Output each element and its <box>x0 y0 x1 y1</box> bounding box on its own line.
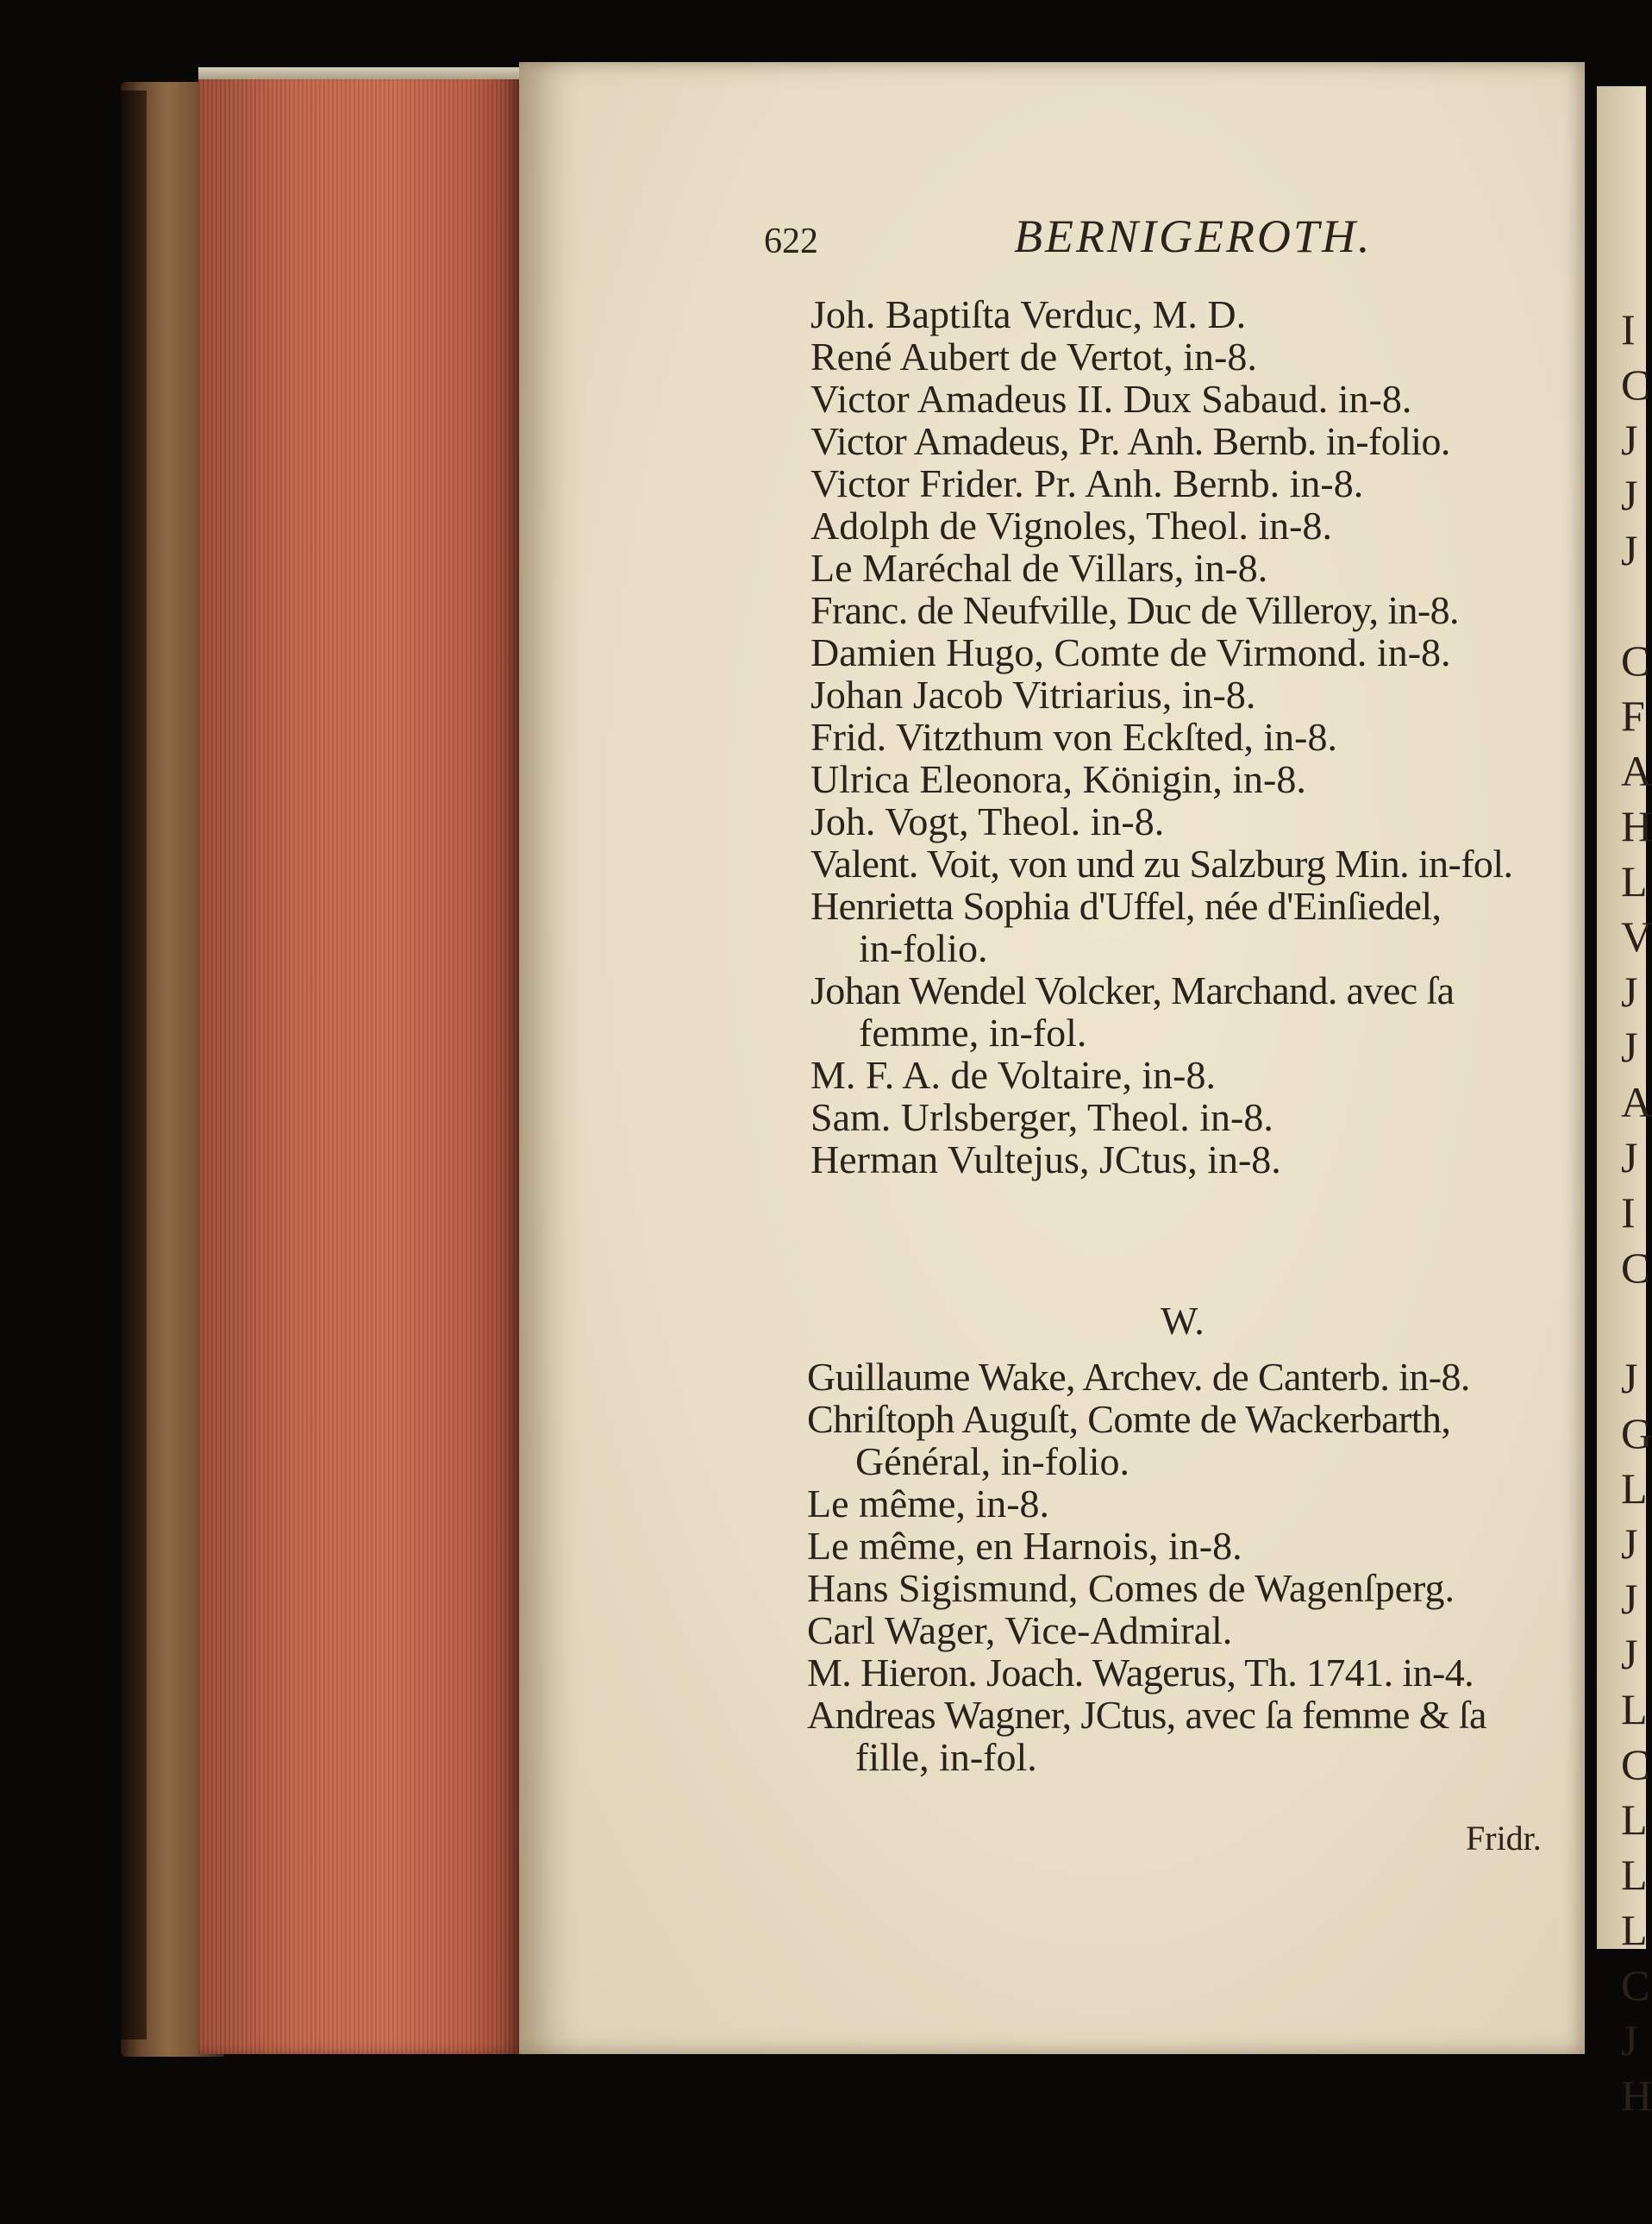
next-page-letter: J <box>1621 471 1638 519</box>
next-page-letter: J <box>1621 1630 1638 1678</box>
entry-line-continued: Général, in-folio. <box>855 1439 1130 1483</box>
next-page-letter: L <box>1621 1464 1648 1513</box>
next-page-letter: J <box>1621 1133 1638 1181</box>
entry-line: Joh. Baptiſta Verduc, M. D. <box>810 292 1247 336</box>
entry-line: Herman Vultejus, JCtus, in-8. <box>810 1137 1281 1181</box>
next-page-letter: C <box>1621 636 1650 685</box>
next-page-letter: H <box>1621 802 1652 850</box>
entry-line: Hans Sigismund, Comes de Wagenſperg. <box>807 1566 1455 1610</box>
red-page-edges <box>198 71 519 2054</box>
entry-line: Le Maréchal de Villars, in-8. <box>810 546 1268 590</box>
entry-line: Franc. de Neufville, Duc de Villeroy, in-8. <box>810 588 1459 632</box>
entry-line: Johan Jacob Vitriarius, in-8. <box>810 673 1256 717</box>
next-page-letter <box>1621 1295 1646 1350</box>
entry-line: René Aubert de Vertot, in-8. <box>810 335 1257 379</box>
next-page-letter: L <box>1621 857 1648 905</box>
next-page-letter: A <box>1621 1078 1652 1126</box>
entry-line-continued: femme, in-fol. <box>859 1011 1087 1055</box>
entry-line: Adolph de Vignoles, Theol. in-8. <box>810 504 1332 548</box>
entry-line-continued: fille, in-fol. <box>855 1735 1037 1779</box>
entry-list-w <box>807 1356 1549 1778</box>
next-page-letter: L <box>1621 1906 1648 1954</box>
next-page-letter <box>1621 578 1646 633</box>
entry-line: Le même, in-8. <box>807 1482 1050 1525</box>
entry-line: Joh. Vogt, Theol. in-8. <box>810 799 1165 843</box>
next-page-letter: J <box>1621 416 1638 464</box>
next-page-letter: J <box>1621 2016 1638 2064</box>
next-page-letter: J <box>1621 1354 1638 1402</box>
entry-line: Chriſtoph Auguſt, Comte de Wackerbarth, <box>807 1397 1451 1441</box>
next-page-letters <box>1621 302 1652 2123</box>
page-block-top <box>198 67 519 79</box>
entry-line: Victor Amadeus II. Dux Sabaud. in-8. <box>810 377 1412 421</box>
next-page-letter: G <box>1621 1409 1652 1457</box>
section-heading: W. <box>1161 1299 1205 1343</box>
next-page-letter: J <box>1621 526 1638 574</box>
entry-line: Le même, en Harnois, in-8. <box>807 1524 1242 1568</box>
entry-line: M. Hieron. Joach. Wagerus, Th. 1741. in-4. <box>807 1651 1474 1695</box>
catchword: Fridr. <box>1466 1819 1542 1858</box>
next-page-letter: H <box>1621 2071 1652 2120</box>
entry-line: Victor Frider. Pr. Anh. Bernb. in-8. <box>810 461 1364 505</box>
next-page-letter: C <box>1621 1740 1650 1789</box>
entry-line: Johan Wendel Volcker, Marchand. avec ſa <box>810 968 1455 1012</box>
next-page-letter: I <box>1621 1188 1636 1237</box>
next-page-letter: C <box>1621 1961 1650 2009</box>
entry-line: Carl Wager, Vice-Admiral. <box>807 1608 1233 1652</box>
page-number: 622 <box>764 222 818 261</box>
next-page-letter: F <box>1621 692 1645 740</box>
entry-line: Frid. Vitzthum von Eckſted, in-8. <box>810 715 1337 759</box>
next-page-letter: V <box>1621 912 1652 961</box>
entry-line: Sam. Urlsberger, Theol. in-8. <box>810 1095 1273 1139</box>
entry-line-continued: in-folio. <box>859 926 988 970</box>
next-page-letter: L <box>1621 1795 1648 1844</box>
entry-line: Guillaume Wake, Archev. de Canterb. in-8. <box>807 1355 1470 1399</box>
next-page-letter: I <box>1621 305 1636 354</box>
next-page-letter: J <box>1621 968 1638 1016</box>
entry-list-v <box>810 293 1552 1181</box>
running-title: BERNIGEROTH. <box>1014 210 1373 262</box>
entry-line: Victor Amadeus, Pr. Anh. Bernb. in-folio. <box>810 419 1450 463</box>
entry-line: Henrietta Sophia d'Uffel, née d'Einſiedel, <box>810 884 1442 928</box>
entry-line: Damien Hugo, Comte de Virmond. in-8. <box>810 630 1451 674</box>
entry-line: M. F. A. de Voltaire, in-8. <box>810 1053 1216 1097</box>
entry-line: Valent. Voit, von und zu Salzburg Min. in-fol. <box>810 842 1513 886</box>
next-page-letter: A <box>1621 747 1652 795</box>
cover-edge <box>121 91 147 2039</box>
next-page-letter: C <box>1621 1244 1650 1292</box>
next-page-letter: J <box>1621 1519 1638 1568</box>
next-page-letter: J <box>1621 1575 1638 1623</box>
next-page-letter: C <box>1621 360 1650 409</box>
entry-line: Andreas Wagner, JCtus, avec ſa femme & ſa <box>807 1693 1486 1737</box>
next-page-letter: L <box>1621 1851 1648 1899</box>
next-page-letter: L <box>1621 1685 1648 1733</box>
next-page-letter: J <box>1621 1023 1638 1071</box>
entry-line: Ulrica Eleonora, Königin, in-8. <box>810 757 1306 801</box>
